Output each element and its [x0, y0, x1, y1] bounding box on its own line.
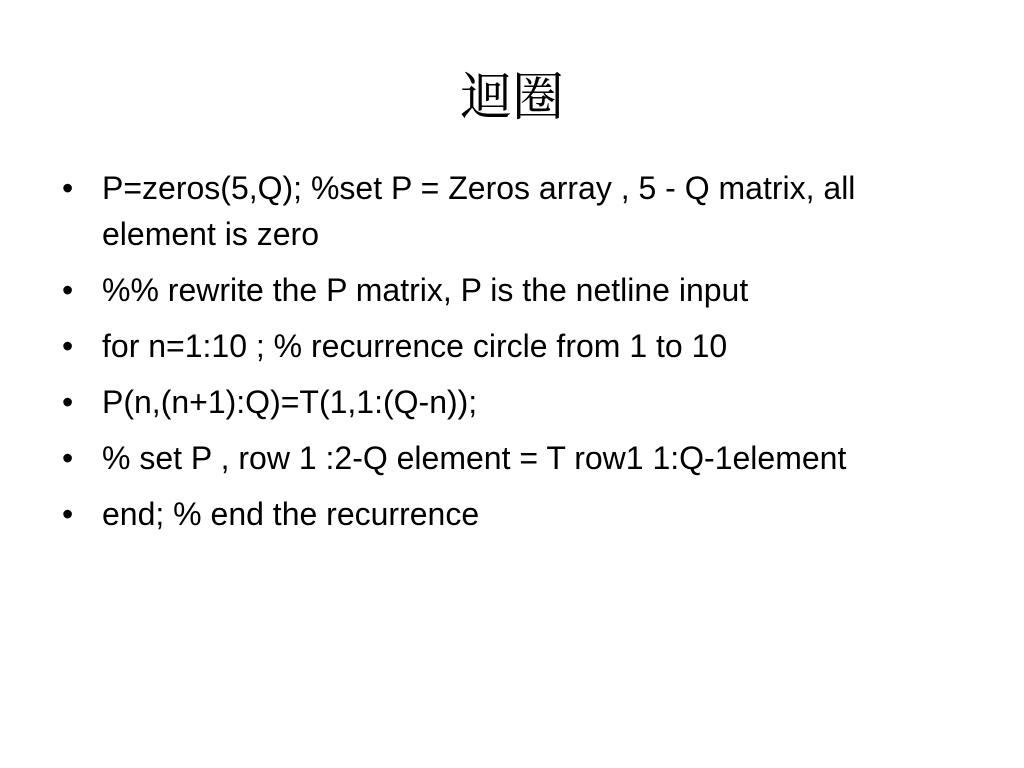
bullet-text: end; % end the recurrence: [102, 496, 480, 532]
bullet-list: [62, 165, 892, 547]
bullet-dot-icon: •: [62, 272, 74, 308]
bullet-item: [62, 435, 892, 481]
bullet-item: [62, 379, 892, 425]
bullet-text: % set P , row 1 :2-Q element = T row1 1:Q-1element: [102, 440, 847, 476]
bullet-item: [62, 323, 892, 369]
bullet-dot-icon: •: [62, 170, 74, 206]
bullet-text: for n=1:10 ; % recurrence circle from 1 to 10: [102, 328, 728, 364]
bullet-dot-icon: •: [62, 384, 74, 420]
bullet-dot-icon: •: [62, 440, 74, 476]
slide-title: 迴圈: [459, 68, 564, 128]
bullet-item: [62, 491, 892, 537]
bullet-text: P=zeros(5,Q); %set P = Zeros array , 5 - Q matrix, all element is zero: [102, 170, 856, 252]
bullet-item: [62, 165, 892, 257]
bullet-text: %% rewrite the P matrix, P is the netline input: [102, 272, 749, 308]
bullet-dot-icon: •: [62, 328, 74, 364]
bullet-item: [62, 267, 892, 313]
bullet-dot-icon: •: [62, 496, 74, 532]
bullet-text: P(n,(n+1):Q)=T(1,1:(Q-n));: [102, 384, 478, 420]
